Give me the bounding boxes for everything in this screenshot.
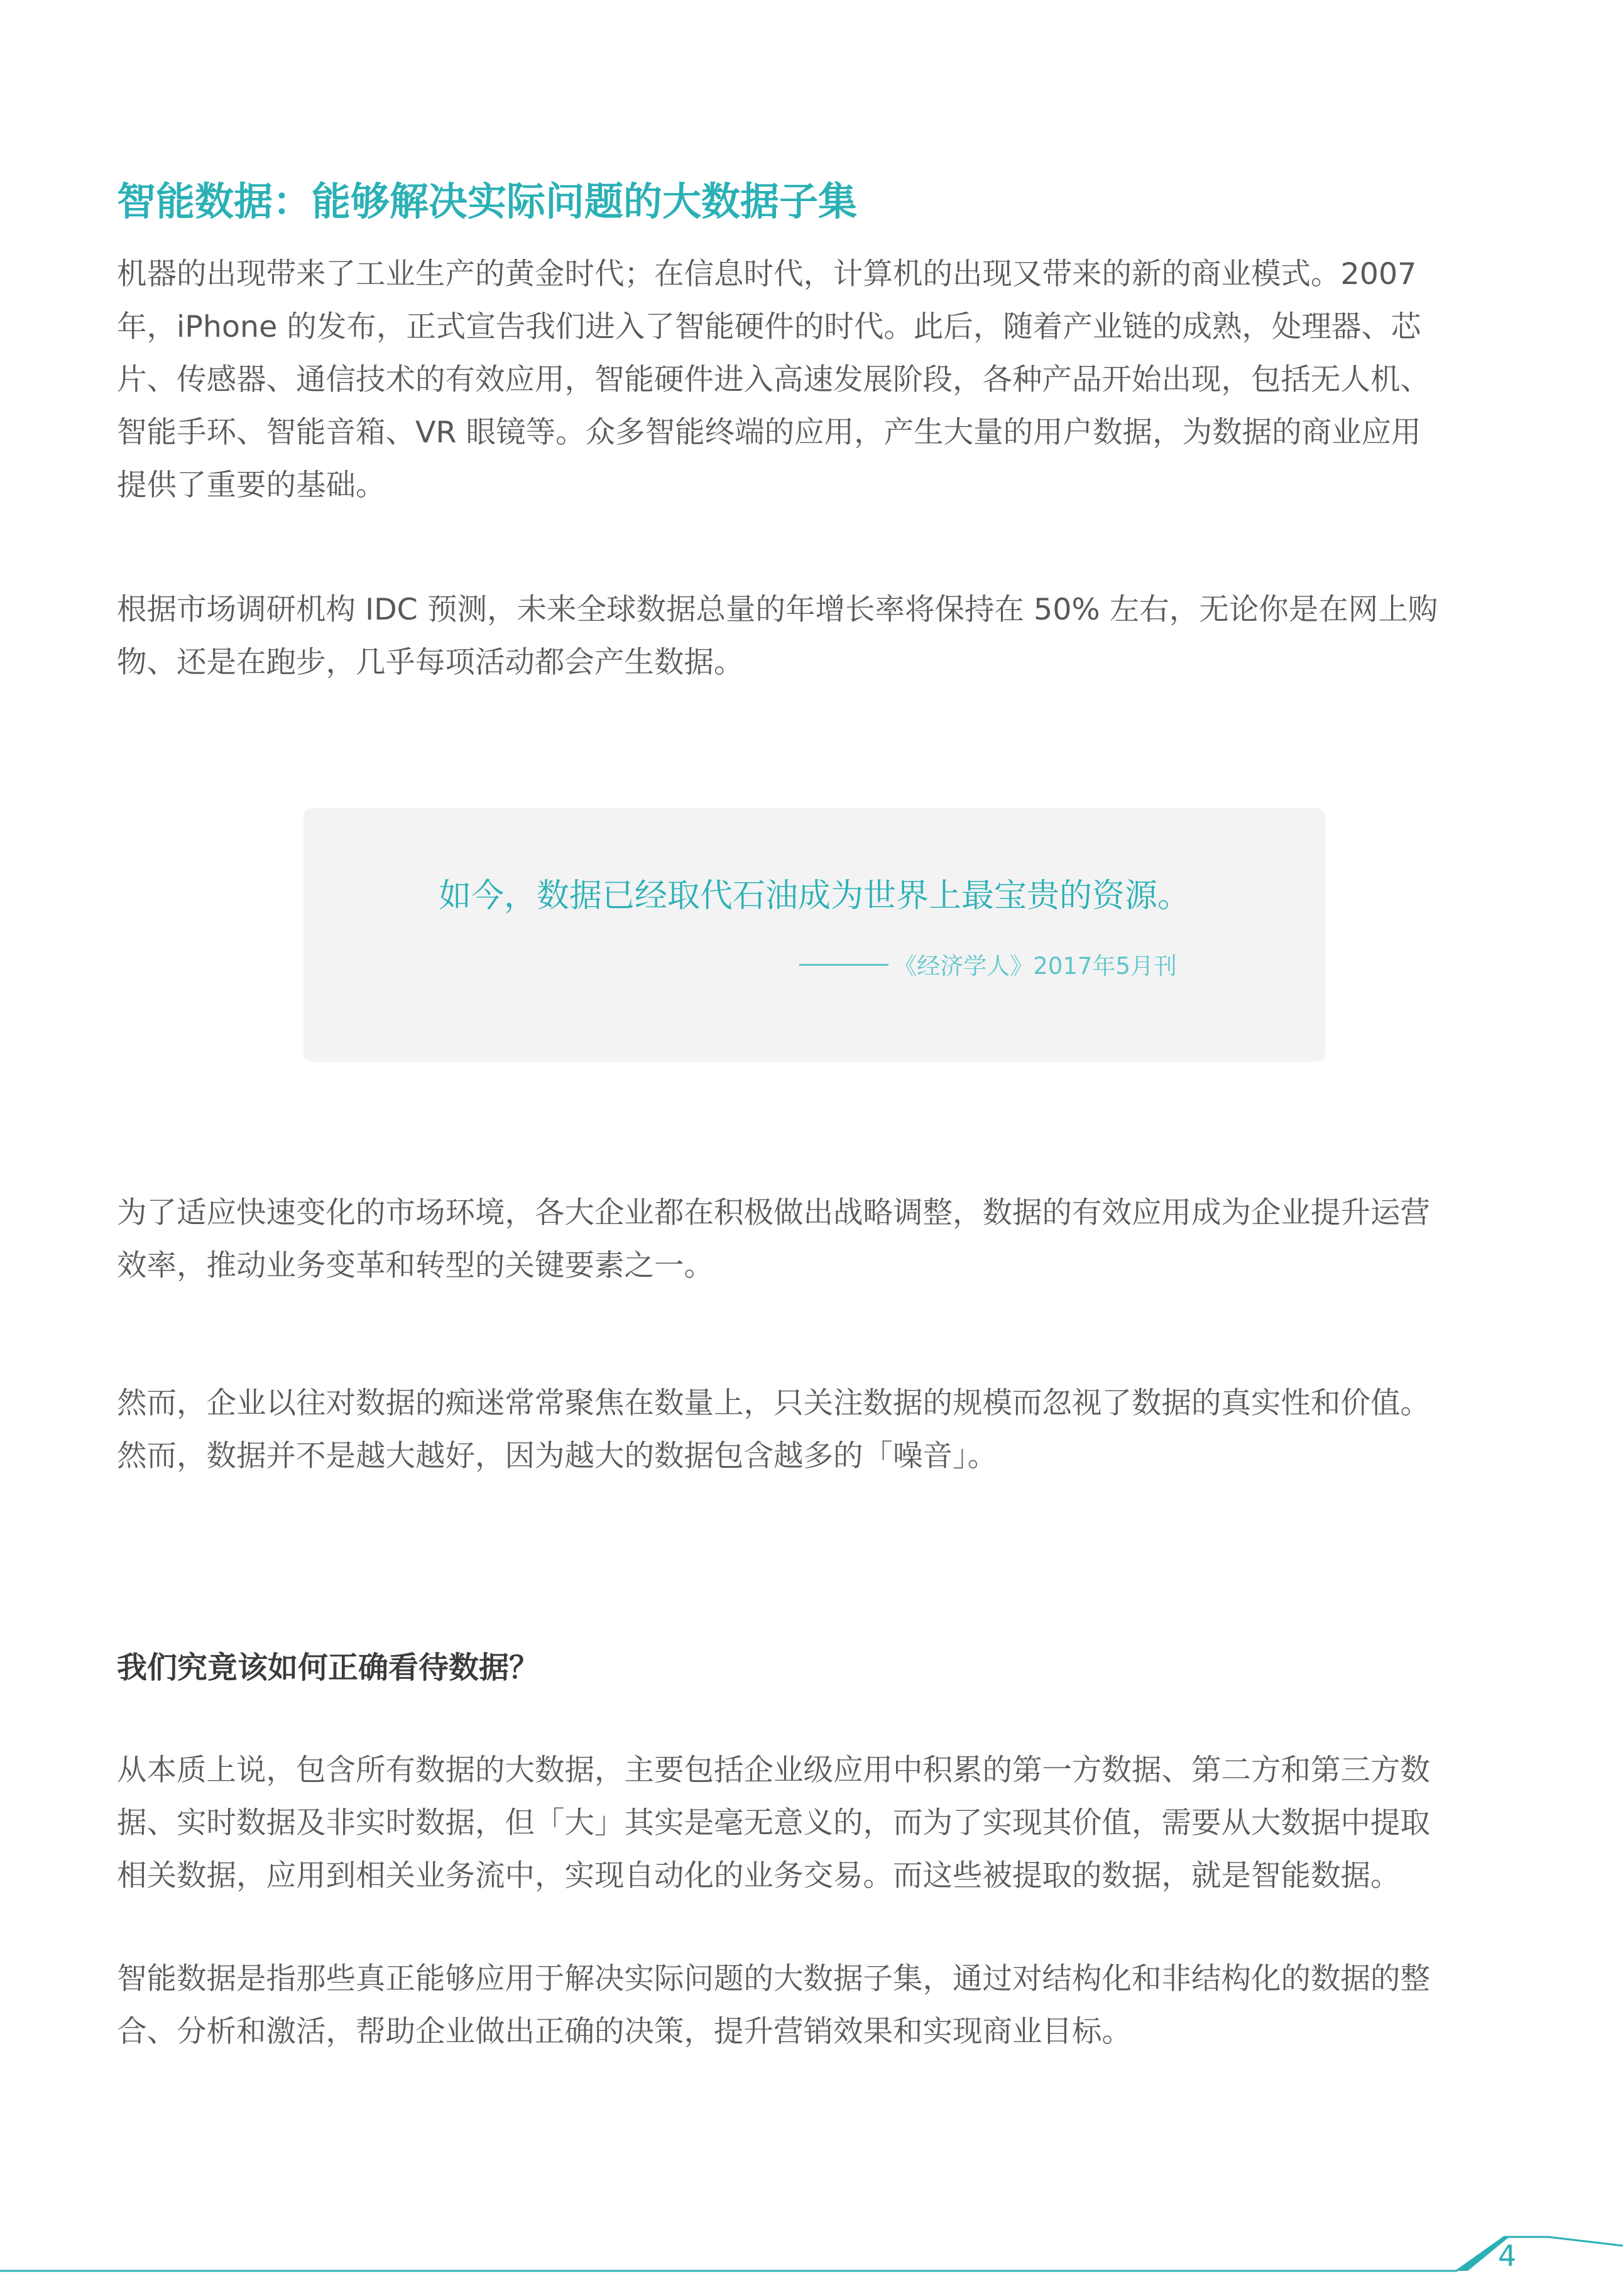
paragraph-line: 机器的出现带来了工业生产的黄金时代；在信息时代，计算机的出现又带来的新的商业模式。2007 <box>117 257 1417 292</box>
paragraph-line: 物、还是在跑步，几乎每项活动都会产生数据。 <box>117 645 744 680</box>
paragraph-line: 为了适应快速变化的市场环境，各大企业都在积极做出战略调整，数据的有效应用成为企业提升运营 <box>117 1196 1430 1230</box>
paragraph-3 <box>117 1187 1512 1293</box>
pull-quote-source <box>799 948 1177 985</box>
paragraph-line: 提供了重要的基础。 <box>117 468 386 503</box>
quote-source-label: 《经济学人》2017年5月刊 <box>893 953 1177 980</box>
paragraph-line: 根据市场调研机构 IDC 预测，未来全球数据总量的年增长率将保持在 50% 左右，无论你是在网上购 <box>117 593 1438 627</box>
paragraph-6 <box>117 1953 1512 2058</box>
page-number: 4 <box>1498 2239 1517 2273</box>
paragraph-1 <box>117 248 1512 512</box>
paragraph-line: 智能数据是指那些真正能够应用于解决实际问题的大数据子集，通过对结构化和非结构化的数据的整 <box>117 1962 1430 1996</box>
paragraph-line: 据、实时数据及非实时数据，但「大」其实是毫无意义的，而为了实现其价值，需要从大数据中提取 <box>117 1806 1430 1840</box>
paragraph-line: 然而，企业以往对数据的痴迷常常聚焦在数量上，只关注数据的规模而忽视了数据的真实性和价值。 <box>117 1386 1430 1421</box>
paragraph-line: 效率，推动业务变革和转型的关键要素之一。 <box>117 1249 714 1283</box>
paragraph-line: 从本质上说，包含所有数据的大数据，主要包括企业级应用中积累的第一方数据、第二方和第三方数 <box>117 1753 1430 1788</box>
footer-decoration <box>0 2224 1623 2287</box>
footer-rule <box>0 2237 1623 2271</box>
paragraph-line: 合、分析和激活，帮助企业做出正确的决策，提升营销效果和实现商业目标。 <box>117 2014 1132 2049</box>
paragraph-line: 片、传感器、通信技术的有效应用，智能硬件进入高速发展阶段，各种产品开始出现，包括无人机、 <box>117 363 1430 397</box>
paragraph-4 <box>117 1377 1512 1483</box>
quote-dash-line <box>799 964 888 966</box>
paragraph-line: 然而，数据并不是越大越好，因为越大的数据包含越多的「噪音」。 <box>117 1439 998 1473</box>
section-heading: 智能数据：能够解决实际问题的大数据子集 <box>117 178 858 224</box>
paragraph-line: 智能手环、智能音箱、VR 眼镜等。众多智能终端的应用，产生大量的用户数据，为数据的商业应用 <box>117 415 1421 450</box>
paragraph-2 <box>117 584 1512 689</box>
pull-quote-text: 如今，数据已经取代石油成为世界上最宝贵的资源。 <box>438 877 1190 915</box>
pull-quote-box <box>303 808 1325 1062</box>
question-subheading: 我们究竟该如何正确看待数据？ <box>117 1650 540 1685</box>
paragraph-line: 相关数据，应用到相关业务流中，实现自动化的业务交易。而这些被提取的数据，就是智能数据。 <box>117 1859 1401 1893</box>
paragraph-5 <box>117 1744 1512 1903</box>
paragraph-line: 年，iPhone 的发布，正式宣告我们进入了智能硬件的时代。此后，随着产业链的成熟，处理器、芯 <box>117 310 1421 344</box>
